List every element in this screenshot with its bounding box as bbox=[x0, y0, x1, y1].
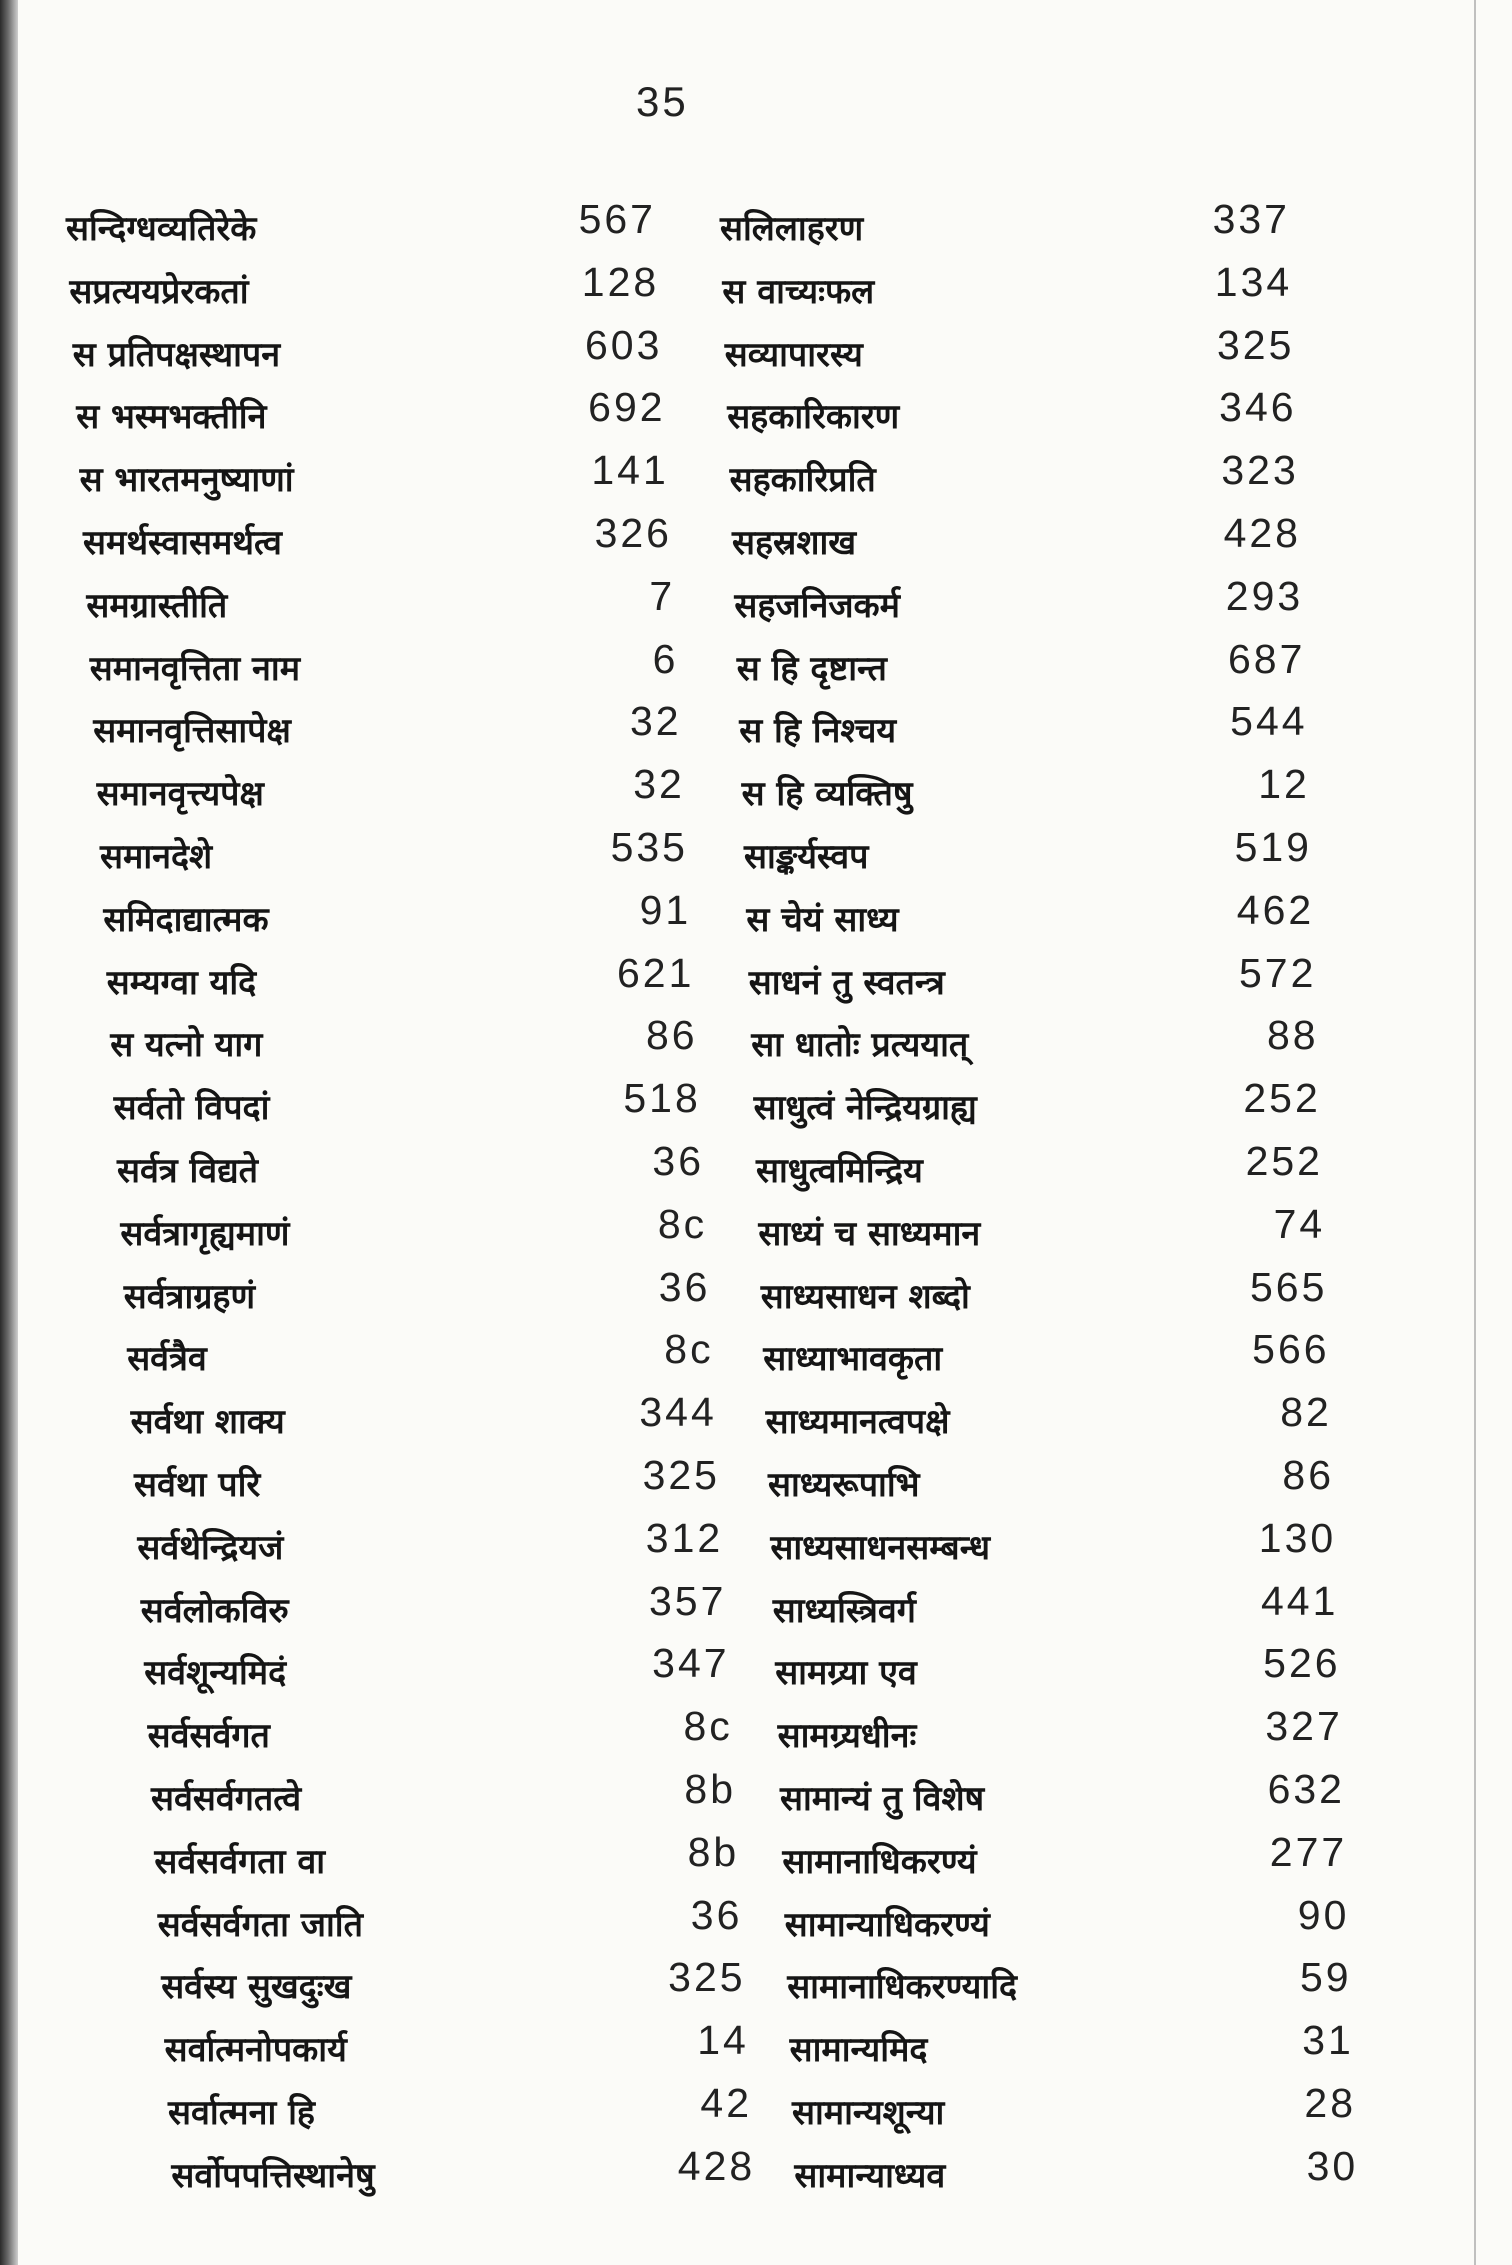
index-page-ref: 86 bbox=[1282, 1451, 1334, 1498]
index-page-ref: 141 bbox=[591, 447, 669, 494]
index-entry bbox=[66, 1765, 736, 1829]
index-page-ref: 91 bbox=[639, 886, 692, 933]
index-page-ref: 8b bbox=[684, 1765, 736, 1812]
index-page-ref: 687 bbox=[1227, 635, 1306, 682]
index-entry bbox=[720, 2079, 1356, 2143]
index-entry bbox=[720, 259, 1340, 322]
index-term: साध्याभावकृता bbox=[763, 1339, 943, 1380]
index-term: समिदाद्यात्मक bbox=[103, 899, 269, 940]
index-term: सहस्रशाख bbox=[732, 522, 857, 563]
index-page-ref: 692 bbox=[588, 384, 666, 431]
index-entry bbox=[720, 1891, 1350, 1955]
index-entry bbox=[720, 1012, 1340, 1075]
index-term: स प्रतिपक्षस्थापन bbox=[72, 334, 281, 375]
index-term: साध्यमानत्वपक्षे bbox=[765, 1402, 950, 1443]
index-term: साध्यसाधन शब्दो bbox=[760, 1276, 970, 1317]
index-term: सर्वत्रागृह्यमाणं bbox=[120, 1213, 290, 1254]
index-page-ref: 8b bbox=[687, 1828, 740, 1875]
index-page-ref: 28 bbox=[1304, 2079, 1356, 2126]
index-term: सर्वशून्यमिदं bbox=[144, 1653, 287, 1694]
index-term: साङ्कर्यस्वप bbox=[744, 836, 869, 877]
index-page-ref: 567 bbox=[578, 196, 656, 242]
index-entry bbox=[66, 1640, 730, 1703]
index-term: स हि दृष्टान्त bbox=[736, 648, 887, 689]
index-page-ref: 252 bbox=[1245, 1137, 1323, 1184]
index-term: सामग्र्यधीनः bbox=[777, 1716, 917, 1757]
index-entry bbox=[66, 636, 716, 699]
index-term: सर्वत्राग्रहणं bbox=[123, 1276, 256, 1317]
index-page-ref: 535 bbox=[610, 823, 688, 870]
index-page-ref: 31 bbox=[1302, 2017, 1354, 2064]
index-term: सामान्यशून्या bbox=[792, 2092, 945, 2133]
index-entry bbox=[66, 1012, 716, 1075]
index-page-ref: 8c bbox=[657, 1200, 708, 1247]
index-page-ref: 293 bbox=[1225, 572, 1304, 619]
index-term: सर्वसर्वगता वा bbox=[154, 1841, 326, 1882]
index-term: सव्यापारस्य bbox=[724, 334, 863, 375]
index-entry bbox=[66, 510, 716, 573]
index-term: सामानाधिकरण्यं bbox=[782, 1841, 977, 1882]
index-entry bbox=[720, 1703, 1343, 1766]
index-term: सामानाधिकरण्यादि bbox=[787, 1967, 1018, 2008]
index-term: सर्वत्रैव bbox=[127, 1339, 207, 1380]
index-term: सर्वात्मनोपकार्य bbox=[164, 2030, 347, 2071]
index-page-ref: 252 bbox=[1243, 1075, 1321, 1122]
index-term: स यत्नो याग bbox=[110, 1025, 263, 1066]
index-entry bbox=[720, 1578, 1340, 1641]
index-entry bbox=[66, 2079, 752, 2143]
index-entry bbox=[720, 1201, 1340, 1264]
index-page-ref: 603 bbox=[584, 321, 663, 368]
index-page-ref: 544 bbox=[1230, 698, 1308, 745]
index-term: सहकारिकारण bbox=[727, 397, 900, 438]
index-term: सर्वलोकविरु bbox=[140, 1590, 289, 1631]
index-entry bbox=[720, 698, 1340, 761]
index-page-ref: 519 bbox=[1234, 823, 1312, 870]
index-entry bbox=[66, 447, 716, 510]
index-page-ref: 325 bbox=[668, 1954, 746, 2001]
index-page-ref: 12 bbox=[1258, 761, 1310, 808]
index-page-ref: 346 bbox=[1219, 384, 1297, 431]
index-term: सा धातोः प्रत्ययात् bbox=[751, 1025, 969, 1066]
index-page-ref: 134 bbox=[1214, 258, 1293, 305]
index-page-ref: 526 bbox=[1263, 1640, 1341, 1687]
index-term: साधुत्वमिन्द्रिय bbox=[756, 1150, 923, 1191]
index-term: सामग्र्या एव bbox=[775, 1653, 917, 1694]
index-term: स भस्मभक्तीनि bbox=[76, 397, 267, 438]
index-page-ref: 86 bbox=[645, 1012, 698, 1059]
index-term: साध्यरूपाभि bbox=[768, 1464, 920, 1505]
index-page-ref: 347 bbox=[652, 1640, 730, 1687]
index-entry bbox=[66, 196, 716, 259]
index-page-ref: 323 bbox=[1221, 447, 1299, 494]
index-page-ref: 327 bbox=[1265, 1703, 1343, 1750]
index-entry bbox=[720, 2142, 1359, 2206]
index-entry bbox=[66, 259, 716, 322]
index-term: साधनं तु स्वतन्त्र bbox=[748, 962, 945, 1003]
index-term: सर्वतो विपदां bbox=[113, 1088, 270, 1129]
index-entry bbox=[66, 950, 716, 1013]
index-entry bbox=[720, 887, 1340, 950]
index-entry bbox=[720, 824, 1340, 887]
index-term: सर्वथा परि bbox=[134, 1464, 261, 1505]
index-entry bbox=[66, 384, 716, 447]
index-term: समर्थस्वासमर्थत्व bbox=[83, 522, 282, 563]
index-page-ref: 8c bbox=[683, 1703, 733, 1750]
index-page-ref: 36 bbox=[652, 1137, 704, 1184]
index-term: सर्वोपपत्तिस्थानेषु bbox=[171, 2155, 375, 2196]
index-entry bbox=[66, 887, 716, 950]
index-page-ref: 32 bbox=[629, 698, 682, 745]
index-page-ref: 441 bbox=[1260, 1577, 1339, 1624]
index-term: सामान्याध्यव bbox=[794, 2155, 946, 2196]
index-term: समानदेशे bbox=[100, 836, 213, 877]
index-term: सर्वत्र विद्यते bbox=[117, 1150, 259, 1191]
index-page-ref: 8c bbox=[664, 1326, 714, 1373]
index-entry bbox=[720, 950, 1340, 1013]
index-term: समानवृत्त्यपेक्ष bbox=[96, 774, 264, 815]
index-entry bbox=[720, 636, 1340, 699]
index-page-ref: 326 bbox=[594, 509, 672, 556]
index-entry bbox=[720, 1515, 1340, 1578]
index-page-ref: 36 bbox=[658, 1263, 711, 1310]
index-page-ref: 7 bbox=[649, 572, 676, 619]
index-entry bbox=[66, 761, 716, 824]
index-term: सहजनिजकर्म bbox=[734, 585, 901, 626]
index-entry bbox=[66, 698, 716, 761]
index-page-ref: 90 bbox=[1297, 1891, 1350, 1938]
index-entry bbox=[720, 510, 1340, 573]
index-entry bbox=[66, 1075, 716, 1138]
index-page-ref: 572 bbox=[1238, 949, 1317, 996]
index-page-ref: 42 bbox=[700, 2079, 752, 2126]
index-entry bbox=[720, 1452, 1340, 1515]
page-number: 35 bbox=[636, 78, 689, 125]
index-term: सामान्यं तु विशेष bbox=[780, 1778, 985, 1819]
index-entry bbox=[66, 1828, 740, 1892]
index-term: सर्वथेन्द्रियजं bbox=[137, 1527, 284, 1568]
index-column-right bbox=[720, 196, 1359, 2206]
index-page-ref: 518 bbox=[623, 1075, 701, 1122]
index-entry bbox=[66, 2142, 756, 2206]
index-entry bbox=[66, 1138, 716, 1201]
index-entry bbox=[720, 384, 1340, 447]
index-entry bbox=[66, 1326, 716, 1389]
index-page-ref: 30 bbox=[1306, 2142, 1359, 2189]
index-entry bbox=[720, 447, 1340, 510]
index-entry bbox=[66, 1891, 743, 1955]
page-edge-line bbox=[1474, 0, 1476, 2265]
index-term: समानवृत्तिसापेक्ष bbox=[93, 711, 291, 752]
index-entry bbox=[720, 1075, 1340, 1138]
index-term: सहकारिप्रति bbox=[729, 460, 876, 501]
index-page-ref: 325 bbox=[642, 1451, 720, 1498]
index-term: साध्यसाधनसम्बन्ध bbox=[770, 1527, 991, 1568]
index-page-ref: 344 bbox=[639, 1389, 717, 1436]
index-entry bbox=[66, 1954, 746, 2017]
index-entry bbox=[66, 1514, 724, 1578]
index-entry bbox=[720, 1640, 1340, 1703]
index-entry bbox=[720, 1326, 1340, 1389]
index-entry bbox=[720, 1954, 1352, 2017]
index-page-ref: 88 bbox=[1266, 1012, 1319, 1059]
index-entry bbox=[720, 1264, 1340, 1327]
index-entry bbox=[66, 1703, 733, 1766]
index-term: स चेयं साध्य bbox=[746, 899, 899, 940]
index-entry bbox=[66, 322, 716, 385]
index-term: समग्रास्तीति bbox=[86, 585, 228, 626]
index-term: सन्दिग्धव्यतिरेके bbox=[66, 209, 257, 249]
index-page-ref: 428 bbox=[677, 2142, 756, 2189]
index-term: सर्वसर्वगतत्वे bbox=[151, 1778, 302, 1819]
index-term: स हि व्यक्तिषु bbox=[741, 774, 913, 815]
index-entry bbox=[66, 1577, 727, 1641]
index-term: सामान्याधिकरण्यं bbox=[784, 1904, 990, 1945]
index-page-ref: 32 bbox=[633, 761, 685, 808]
index-entry bbox=[720, 196, 1340, 259]
index-entry bbox=[66, 1451, 720, 1515]
index-entry bbox=[66, 824, 716, 887]
index-entry bbox=[66, 1201, 716, 1264]
index-entry bbox=[720, 322, 1340, 385]
index-page-ref: 428 bbox=[1223, 509, 1301, 556]
index-entry bbox=[720, 1828, 1348, 1892]
index-term: समानवृत्तिता नाम bbox=[89, 648, 301, 689]
index-term: सामान्यमिद bbox=[789, 2030, 928, 2071]
index-entry bbox=[66, 573, 716, 636]
index-term: सर्वसर्वगत bbox=[147, 1716, 270, 1757]
index-entry bbox=[720, 573, 1340, 636]
index-term: स भारतमनुष्याणां bbox=[79, 460, 294, 501]
index-term: स वाच्यःफल bbox=[722, 271, 875, 312]
index-term: सप्रत्ययप्रेरकतां bbox=[69, 271, 249, 312]
index-entry bbox=[720, 2017, 1354, 2080]
index-page-ref: 632 bbox=[1267, 1765, 1345, 1812]
index-page-ref: 621 bbox=[616, 949, 695, 996]
page-spine-shadow bbox=[0, 0, 18, 2265]
index-column-left bbox=[66, 196, 756, 2206]
index-term: स हि निश्चय bbox=[739, 711, 897, 752]
index-page-ref: 277 bbox=[1269, 1828, 1348, 1875]
index-page-ref: 74 bbox=[1273, 1200, 1326, 1247]
index-page-ref: 6 bbox=[652, 635, 679, 682]
index-term: साधुत्वं नेन्द्रियग्राह्य bbox=[753, 1088, 977, 1129]
index-entry bbox=[720, 1138, 1340, 1201]
index-entry bbox=[720, 761, 1340, 824]
index-page-ref: 325 bbox=[1216, 321, 1295, 368]
index-page-ref: 462 bbox=[1236, 886, 1315, 933]
index-term: सलिलाहरण bbox=[720, 209, 864, 249]
index-entry bbox=[720, 1389, 1340, 1452]
index-entry bbox=[66, 1389, 716, 1452]
index-term: साध्यस्त्रिवर्ग bbox=[772, 1590, 916, 1631]
index-page-ref: 565 bbox=[1249, 1263, 1328, 1310]
index-page-ref: 312 bbox=[645, 1514, 724, 1561]
index-term: सर्वात्मना हि bbox=[168, 2092, 315, 2133]
index-page-ref: 566 bbox=[1252, 1326, 1330, 1373]
index-page-ref: 82 bbox=[1280, 1389, 1332, 1436]
index-page-ref: 14 bbox=[697, 2017, 749, 2064]
index-term: सर्वथा शाक्य bbox=[130, 1402, 285, 1443]
index-page-ref: 130 bbox=[1258, 1514, 1337, 1561]
index-term: सम्यग्वा यदि bbox=[106, 962, 257, 1003]
index-page-ref: 357 bbox=[648, 1577, 727, 1624]
index-entry bbox=[720, 1765, 1345, 1829]
index-entry bbox=[66, 1264, 716, 1327]
index-page-ref: 36 bbox=[690, 1891, 743, 1938]
index-page-ref: 128 bbox=[581, 258, 660, 305]
index-term: सर्वसर्वगता जाति bbox=[157, 1904, 363, 1945]
index-term: सर्वस्य सुखदुःख bbox=[161, 1967, 352, 2008]
index-page-ref: 337 bbox=[1212, 196, 1290, 242]
index-term: साध्यं च साध्यमान bbox=[758, 1213, 981, 1254]
index-page-ref: 59 bbox=[1299, 1954, 1352, 2001]
index-entry bbox=[66, 2017, 749, 2080]
